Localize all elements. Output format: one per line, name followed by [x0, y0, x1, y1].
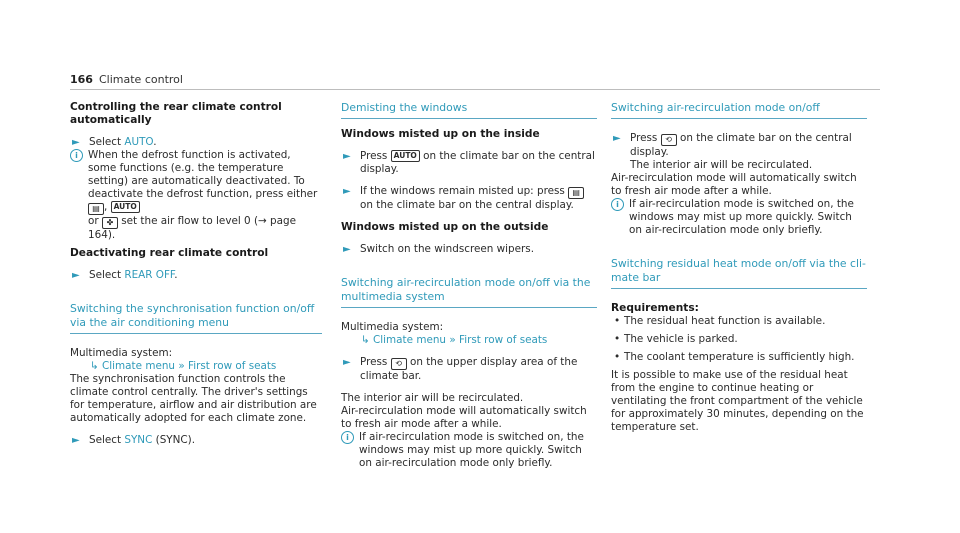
heading-outside: Windows misted up on the outside	[341, 221, 549, 233]
multimedia-label: Multimedia system:	[70, 347, 173, 359]
heading-deactivate-rear: Deactivating rear climate control	[70, 247, 269, 259]
header-rule	[70, 89, 880, 90]
menu-return-icon: ↳	[90, 360, 99, 372]
auto-option: AUTO	[124, 136, 154, 148]
info-icon: i	[341, 431, 354, 444]
recirculation-icon: ⟲	[661, 134, 677, 146]
requirements-label: Requirements:	[611, 302, 699, 314]
step-arrow-icon: ►	[343, 244, 351, 255]
heading-demisting: Demisting the windows	[341, 101, 597, 119]
page-title: Climate control	[99, 73, 183, 86]
list-item: • The coolant temperature is sufficiently high.	[614, 351, 855, 363]
heading-sync: Switching the synchronisation function on/off via the air conditioning menu	[70, 302, 322, 334]
menu-sep-icon: »	[449, 334, 456, 346]
step-select-rear-off: ► Select REAR OFF.	[72, 269, 178, 281]
auto-key-icon: AUTO	[391, 150, 420, 162]
auto-key-icon: AUTO	[111, 201, 140, 213]
step-arrow-icon: ►	[72, 270, 80, 281]
fan-icon: ✤	[102, 217, 118, 229]
column-3	[611, 101, 867, 434]
info-icon: i	[611, 198, 624, 211]
rear-off-option: REAR OFF	[124, 269, 175, 281]
column-2	[341, 101, 597, 470]
step-press-recirc-bar: ► Press ⟲ on the climate bar on the central display. The interior air will be recirculated.	[613, 132, 852, 171]
note-recirc: i If air-recirculation mode is switched on, the windows may mist up more quickly. Switch on air-recirculation mode only briefly.	[611, 198, 867, 237]
step-select-sync: ► Select SYNC (SYNC).	[72, 434, 196, 446]
note-defrost: i When the defrost function is activated, some functions (e.g. the temperature setting) are automatically deactivated. To deactivate the defrost function, press either ▤ , AUTO or ✤ set the air flow to level 0 (→ page 164).	[70, 149, 322, 242]
heading-recirc: Switching air-recirculation mode on/off	[611, 101, 867, 119]
max-defrost-icon: ▤	[88, 203, 104, 215]
recirc-auto-switch: Air-recirculation mode will automatically switch to fresh air mode after a while.	[611, 172, 857, 197]
multimedia-label: Multimedia system:	[341, 321, 444, 333]
info-icon: i	[70, 149, 83, 162]
step-press-auto: ► Press AUTO on the climate bar on the central display.	[343, 150, 595, 175]
residual-heat-description: It is possible to make use of the residual heat from the engine to continue heating or ventilating the front compartment of the vehicle for approximately 30 minutes, depending on the temperature set.	[611, 369, 864, 433]
list-item: • The vehicle is parked.	[614, 333, 738, 345]
recirc-auto-switch: Air-recirculation mode will automatically switch to fresh air mode after a while.	[341, 405, 587, 430]
heading-inside: Windows misted up on the inside	[341, 128, 540, 140]
note-recirc: i If air-recirculation mode is switched on, the windows may mist up more quickly. Switch on air-recirculation mode only briefly.	[341, 431, 597, 470]
step-arrow-icon: ►	[343, 151, 351, 162]
menu-path: ↳ Climate menu » First row of seats	[361, 334, 548, 346]
page-number: 166	[70, 73, 93, 86]
list-item: • The residual heat function is available.	[614, 315, 826, 327]
step-arrow-icon: ►	[72, 435, 80, 446]
step-arrow-icon: ►	[72, 137, 80, 148]
column-1	[70, 101, 322, 447]
heading-recirc-multimedia: Switching air-recirculation mode on/off via the multimedia system	[341, 276, 597, 308]
step-wipers: ► Switch on the windscreen wipers.	[343, 243, 535, 255]
max-defrost-icon: ▤	[568, 187, 584, 199]
menu-path: ↳ Climate menu » First row of seats	[90, 360, 277, 372]
step-press-recirc: ► Press ⟲ on the upper display area of the climate bar.	[343, 356, 578, 382]
sync-option: SYNC	[124, 434, 153, 446]
heading-residual-heat: Switching residual heat mode on/off via the climate bar	[611, 257, 867, 289]
step-arrow-icon: ►	[343, 357, 351, 368]
sync-description: The synchronisation function controls the climate control centrally. The driver's settings for temperature, airflow and air distribution are automatically adopted for each climate zone.	[70, 373, 317, 424]
menu-sep-icon: »	[178, 360, 185, 372]
recirc-result: The interior air will be recirculated.	[341, 392, 524, 404]
step-press-max-defrost: ► If the windows remain misted up: press ▤ on the climate bar on the central display.	[341, 185, 597, 212]
step-arrow-icon: ►	[343, 186, 351, 197]
recirculation-icon: ⟲	[391, 358, 407, 370]
step-select-auto: ► Select AUTO.	[72, 136, 157, 148]
heading-rear-auto: Controlling the rear climate control automatically	[70, 101, 282, 126]
step-arrow-icon: ►	[613, 133, 621, 144]
menu-return-icon: ↳	[361, 334, 370, 346]
